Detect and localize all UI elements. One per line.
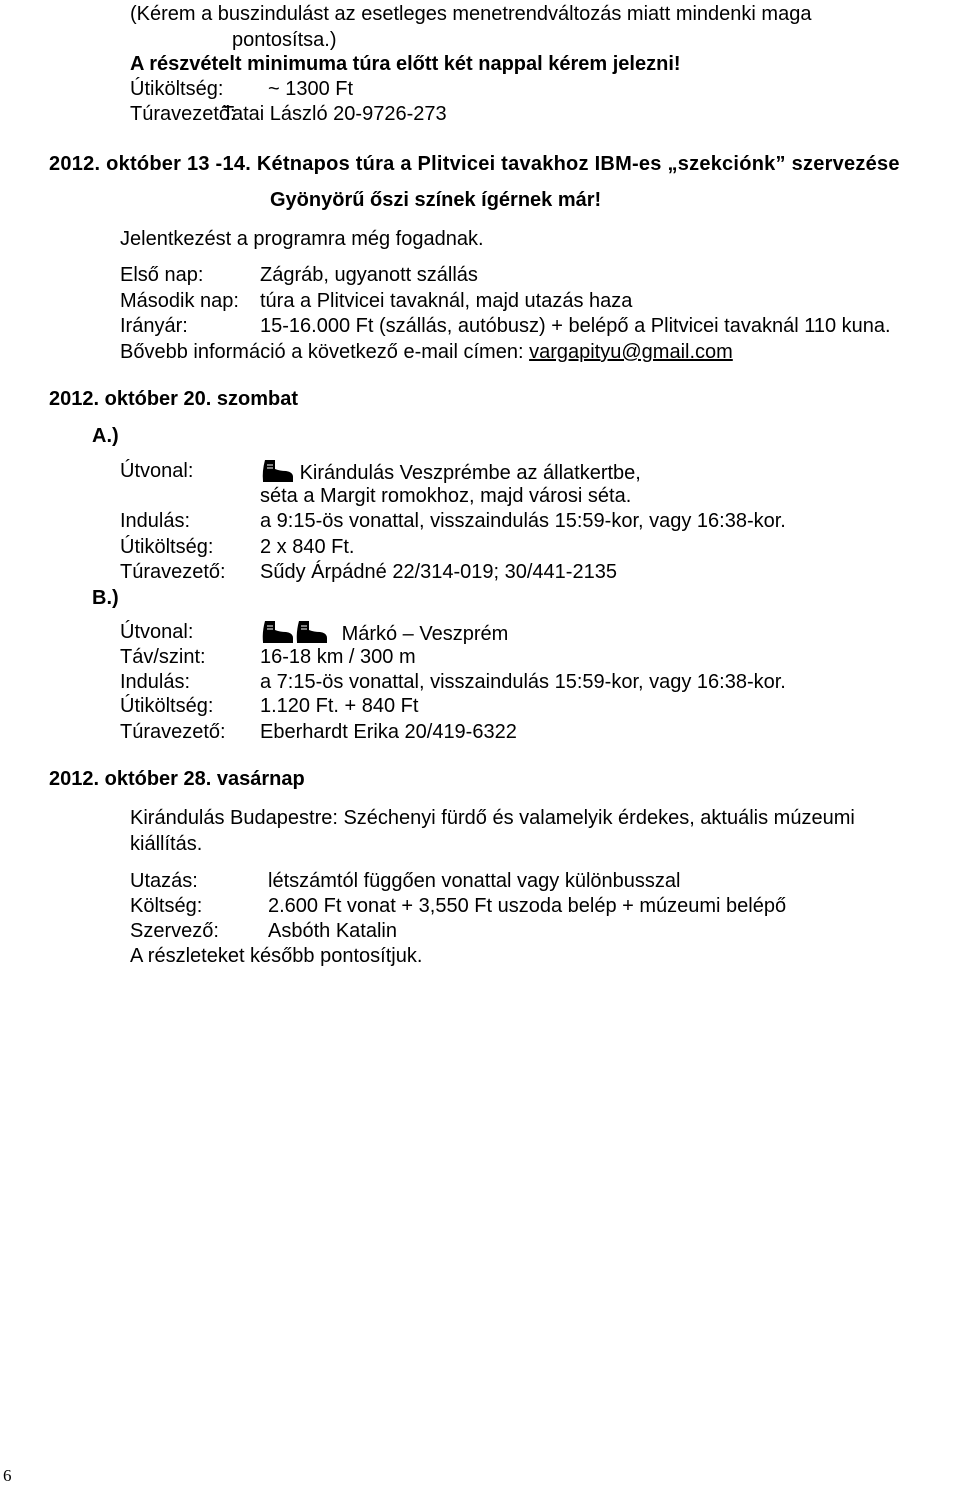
b-route-label: Útvonal: — [120, 621, 194, 643]
cost-value: ~ 1300 Ft — [268, 78, 354, 100]
event3-desc-line1: Kirándulás Budapestre: Széchenyi fürdő és valamelyik érdekes, aktuális múzeumi — [130, 807, 855, 829]
a-route-line1: Kirándulás Veszprémbe az állatkertbe, — [299, 462, 641, 484]
b-depart-value: a 7:15-ös vonattal, visszaindulás 15:59-kor, vagy 16:38-kor. — [260, 671, 786, 693]
notice-text: A részvételt minimuma túra előtt két nappal kérem jelezni! — [130, 53, 681, 75]
event3-heading: 2012. október 28. vasárnap — [49, 768, 305, 790]
option-a-label: A.) — [92, 425, 119, 447]
b-cost-value: 1.120 Ft. + 840 Ft — [260, 695, 419, 717]
page-number: 6 — [3, 1466, 12, 1485]
b-dist-value: 16-18 km / 300 m — [260, 646, 416, 668]
leader-value: Tatai László 20-9726-273 — [222, 103, 447, 125]
a-leader-label: Túravezető: — [120, 561, 226, 583]
day2-label: Második nap: — [120, 290, 239, 312]
option-b-label: B.) — [92, 587, 119, 609]
info-text: Bővebb információ a következő e-mail címen: — [120, 341, 524, 363]
leader-label: Túravezető: — [130, 103, 236, 125]
org-value: Asbóth Katalin — [268, 920, 397, 942]
cost-label: Útiköltség: — [130, 78, 224, 100]
email-link[interactable]: vargapityu@gmail.com — [529, 341, 733, 363]
event3-desc-line2: kiállítás. — [130, 833, 203, 855]
bus-note-line2: pontosítsa.) — [232, 29, 337, 51]
footer-note: A részleteket később pontosítjuk. — [130, 945, 423, 967]
e3-cost-label: Költség: — [130, 895, 203, 917]
org-label: Szervező: — [130, 920, 219, 942]
day1-label: Első nap: — [120, 264, 204, 286]
a-cost-label: Útiköltség: — [120, 536, 214, 558]
event1-intro: Jelentkezést a programra még fogadnak. — [120, 228, 484, 250]
b-leader-value: Eberhardt Erika 20/419-6322 — [260, 721, 517, 743]
e3-cost-value: 2.600 Ft vonat + 3,550 Ft uszoda belép + múzeumi belépő — [268, 895, 787, 917]
event1-heading: 2012. október 13 -14. Kétnapos túra a Plitvicei tavakhoz IBM-es „szekciónk” szervezése — [49, 153, 900, 175]
price-label: Irányár: — [120, 315, 188, 337]
a-depart-value: a 9:15-ös vonattal, visszaindulás 15:59-kor, vagy 16:38-kor. — [260, 510, 786, 532]
b-depart-label: Indulás: — [120, 671, 191, 693]
b-leader-label: Túravezető: — [120, 721, 226, 743]
a-leader-value: Sűdy Árpádné 22/314-019; 30/441-2135 — [260, 561, 617, 583]
day1-value: Zágráb, ugyanott szállás — [260, 264, 478, 286]
a-depart-label: Indulás: — [120, 510, 191, 532]
a-route-line2: séta a Margit romokhoz, majd városi séta. — [260, 485, 632, 507]
price-value: 15-16.000 Ft (szállás, autóbusz) + belépő a Plitvicei tavaknál 110 kuna. — [260, 315, 891, 337]
travel-value: létszámtól függően vonattal vagy különbusszal — [268, 870, 681, 892]
info-line — [120, 340, 733, 364]
b-dist-label: Táv/szint: — [120, 646, 206, 668]
event1-subheading: Gyönyörű őszi színek ígérnek már! — [270, 189, 602, 211]
travel-label: Utazás: — [130, 870, 198, 892]
b-cost-label: Útiköltség: — [120, 695, 214, 717]
a-route-label: Útvonal: — [120, 460, 194, 482]
bus-note-line1: (Kérem a buszindulást az esetleges menetrendváltozás miatt mindenki maga — [130, 3, 812, 25]
event2-heading: 2012. október 20. szombat — [49, 388, 298, 410]
b-route-value: Márkó – Veszprém — [341, 623, 509, 645]
day2-value: túra a Plitvicei tavaknál, majd utazás haza — [260, 290, 633, 312]
a-cost-value: 2 x 840 Ft. — [260, 536, 355, 558]
